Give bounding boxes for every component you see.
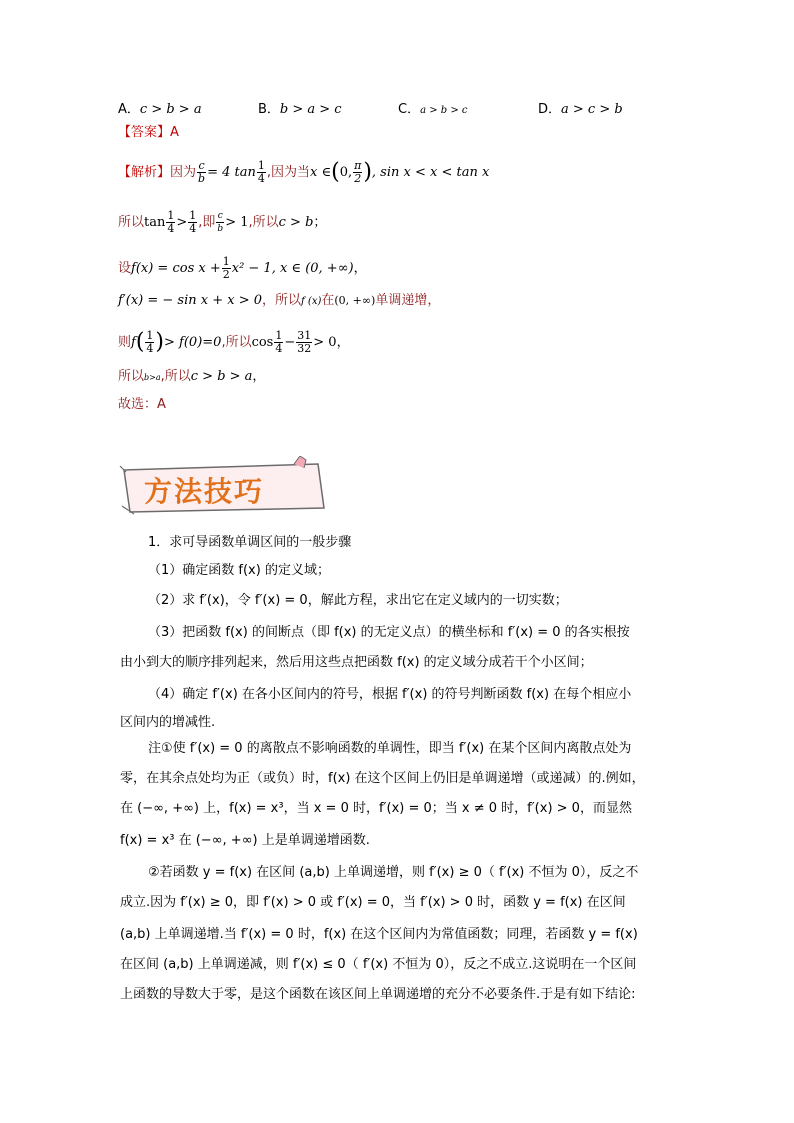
- note-2-line-2: 成立.因为 f′(x) ≥ 0，即 f′(x) > 0 或 f′(x) = 0，当 f′(x) > 0 时，函数 y = f(x) 在区间: [120, 895, 626, 910]
- method-step-3-line-1: （3）把函数 f(x) 的间断点（即 f(x) 的无定义点）的横坐标和 f′(x) = 0 的各实根按: [148, 625, 630, 640]
- method-banner: [118, 456, 330, 516]
- note-1-line-1: 注①使 f′(x) = 0 的离散点不影响函数的单调性，即当 f′(x) 在某个区间内离散点处为: [148, 741, 632, 756]
- option-d: D．a > c > b: [538, 102, 623, 117]
- note-2-line-3: (a,b) 上单调递增.当 f′(x) = 0 时，f(x) 在这个区间内为常值函数；同理，若函数 y = f(x): [120, 927, 638, 942]
- method-step-3-line-2: 由小到大的顺序排列起来，然后用这些点把函数 f(x) 的定义域分成若干个小区间；: [120, 655, 593, 670]
- analysis-line-3: 设f(x) = cos x + $\frac{1}{2}$ x² − 1, x ∈ (0, +∞)，: [118, 255, 367, 281]
- analysis-line-1: 【解析】因为 $\frac{c}{b}$ = 4 tan $\frac{1}{4}$ ,因为当x ∈(0, $\frac{\pi}{2}$ ), sin x < x < tan x: [118, 159, 490, 185]
- note-1-line-4: f(x) = x³ 在 (−∞, +∞) 上是单调递增函数.: [120, 833, 370, 848]
- fraction-c-over-b: $\frac{c}{b}$: [198, 159, 206, 185]
- analysis-line-2: 所以tan $\frac{1}{4}$ > $\frac{1}{4}$ ,即 $\frac{c}{b}$ > 1,所以c > b；: [118, 209, 327, 235]
- option-a: A．c > b > a: [118, 102, 202, 117]
- analysis-line-4: f′(x) = − sin x + x > 0，所以f (x)在(0, +∞)单调递增，: [118, 293, 441, 308]
- fraction-one-quarter: $\frac{1}{4}$: [257, 159, 265, 185]
- method-step-1: 1．求可导函数单调区间的一般步骤: [148, 535, 352, 550]
- analysis-conclusion: 故选：A: [118, 397, 166, 412]
- answer-line: 【答案】A: [118, 125, 179, 140]
- analysis-line-5: 则f( $\frac{1}{4}$ )> f(0)=0,所以cos $\frac{1}{4}$ − $\frac{31}{32}$ > 0，: [118, 329, 350, 355]
- option-c: C．a > b > c: [398, 102, 468, 117]
- method-step-4-line-1: （4）确定 f′(x) 在各小区间内的符号，根据 f′(x) 的符号判断函数 f(x) 在每个相应小: [148, 687, 632, 702]
- analysis-line-6: 所以b>a,所以c > b > a，: [118, 369, 266, 384]
- banner-title: 方法技巧: [144, 475, 265, 508]
- option-b: B．b > a > c: [258, 102, 342, 117]
- note-2-line-1: ②若函数 y = f(x) 在区间 (a,b) 上单调递增，则 f′(x) ≥ 0（ f′(x) 不恒为 0），反之不: [148, 865, 639, 880]
- note-2-line-4: 在区间 (a,b) 上单调递减，则 f′(x) ≤ 0（ f′(x) 不恒为 0），反之不成立.这说明在一个区间: [120, 957, 637, 972]
- method-step-derivative: （2）求 f′(x)，令 f′(x) = 0，解此方程，求出它在定义域内的一切实数；: [148, 593, 568, 608]
- note-1-line-2: 零，在其余点处均为正（或负）时，f(x) 在这个区间上仍旧是单调递增（或递减）的.例如，: [120, 771, 645, 786]
- note-2-line-5: 上函数的导数大于零，是这个函数在该区间上单调递增的充分不必要条件.于是有如下结论:: [120, 987, 636, 1002]
- method-step-4-line-2: 区间内的增减性.: [120, 715, 216, 730]
- method-step-domain: （1）确定函数 f(x) 的定义域；: [148, 563, 330, 578]
- fraction-pi-over-two: $\frac{\pi}{2}$: [354, 159, 362, 185]
- note-1-line-3: 在 (−∞, +∞) 上，f(x) = x³，当 x = 0 时，f′(x) = 0；当 x ≠ 0 时，f′(x) > 0，而显然: [120, 801, 632, 816]
